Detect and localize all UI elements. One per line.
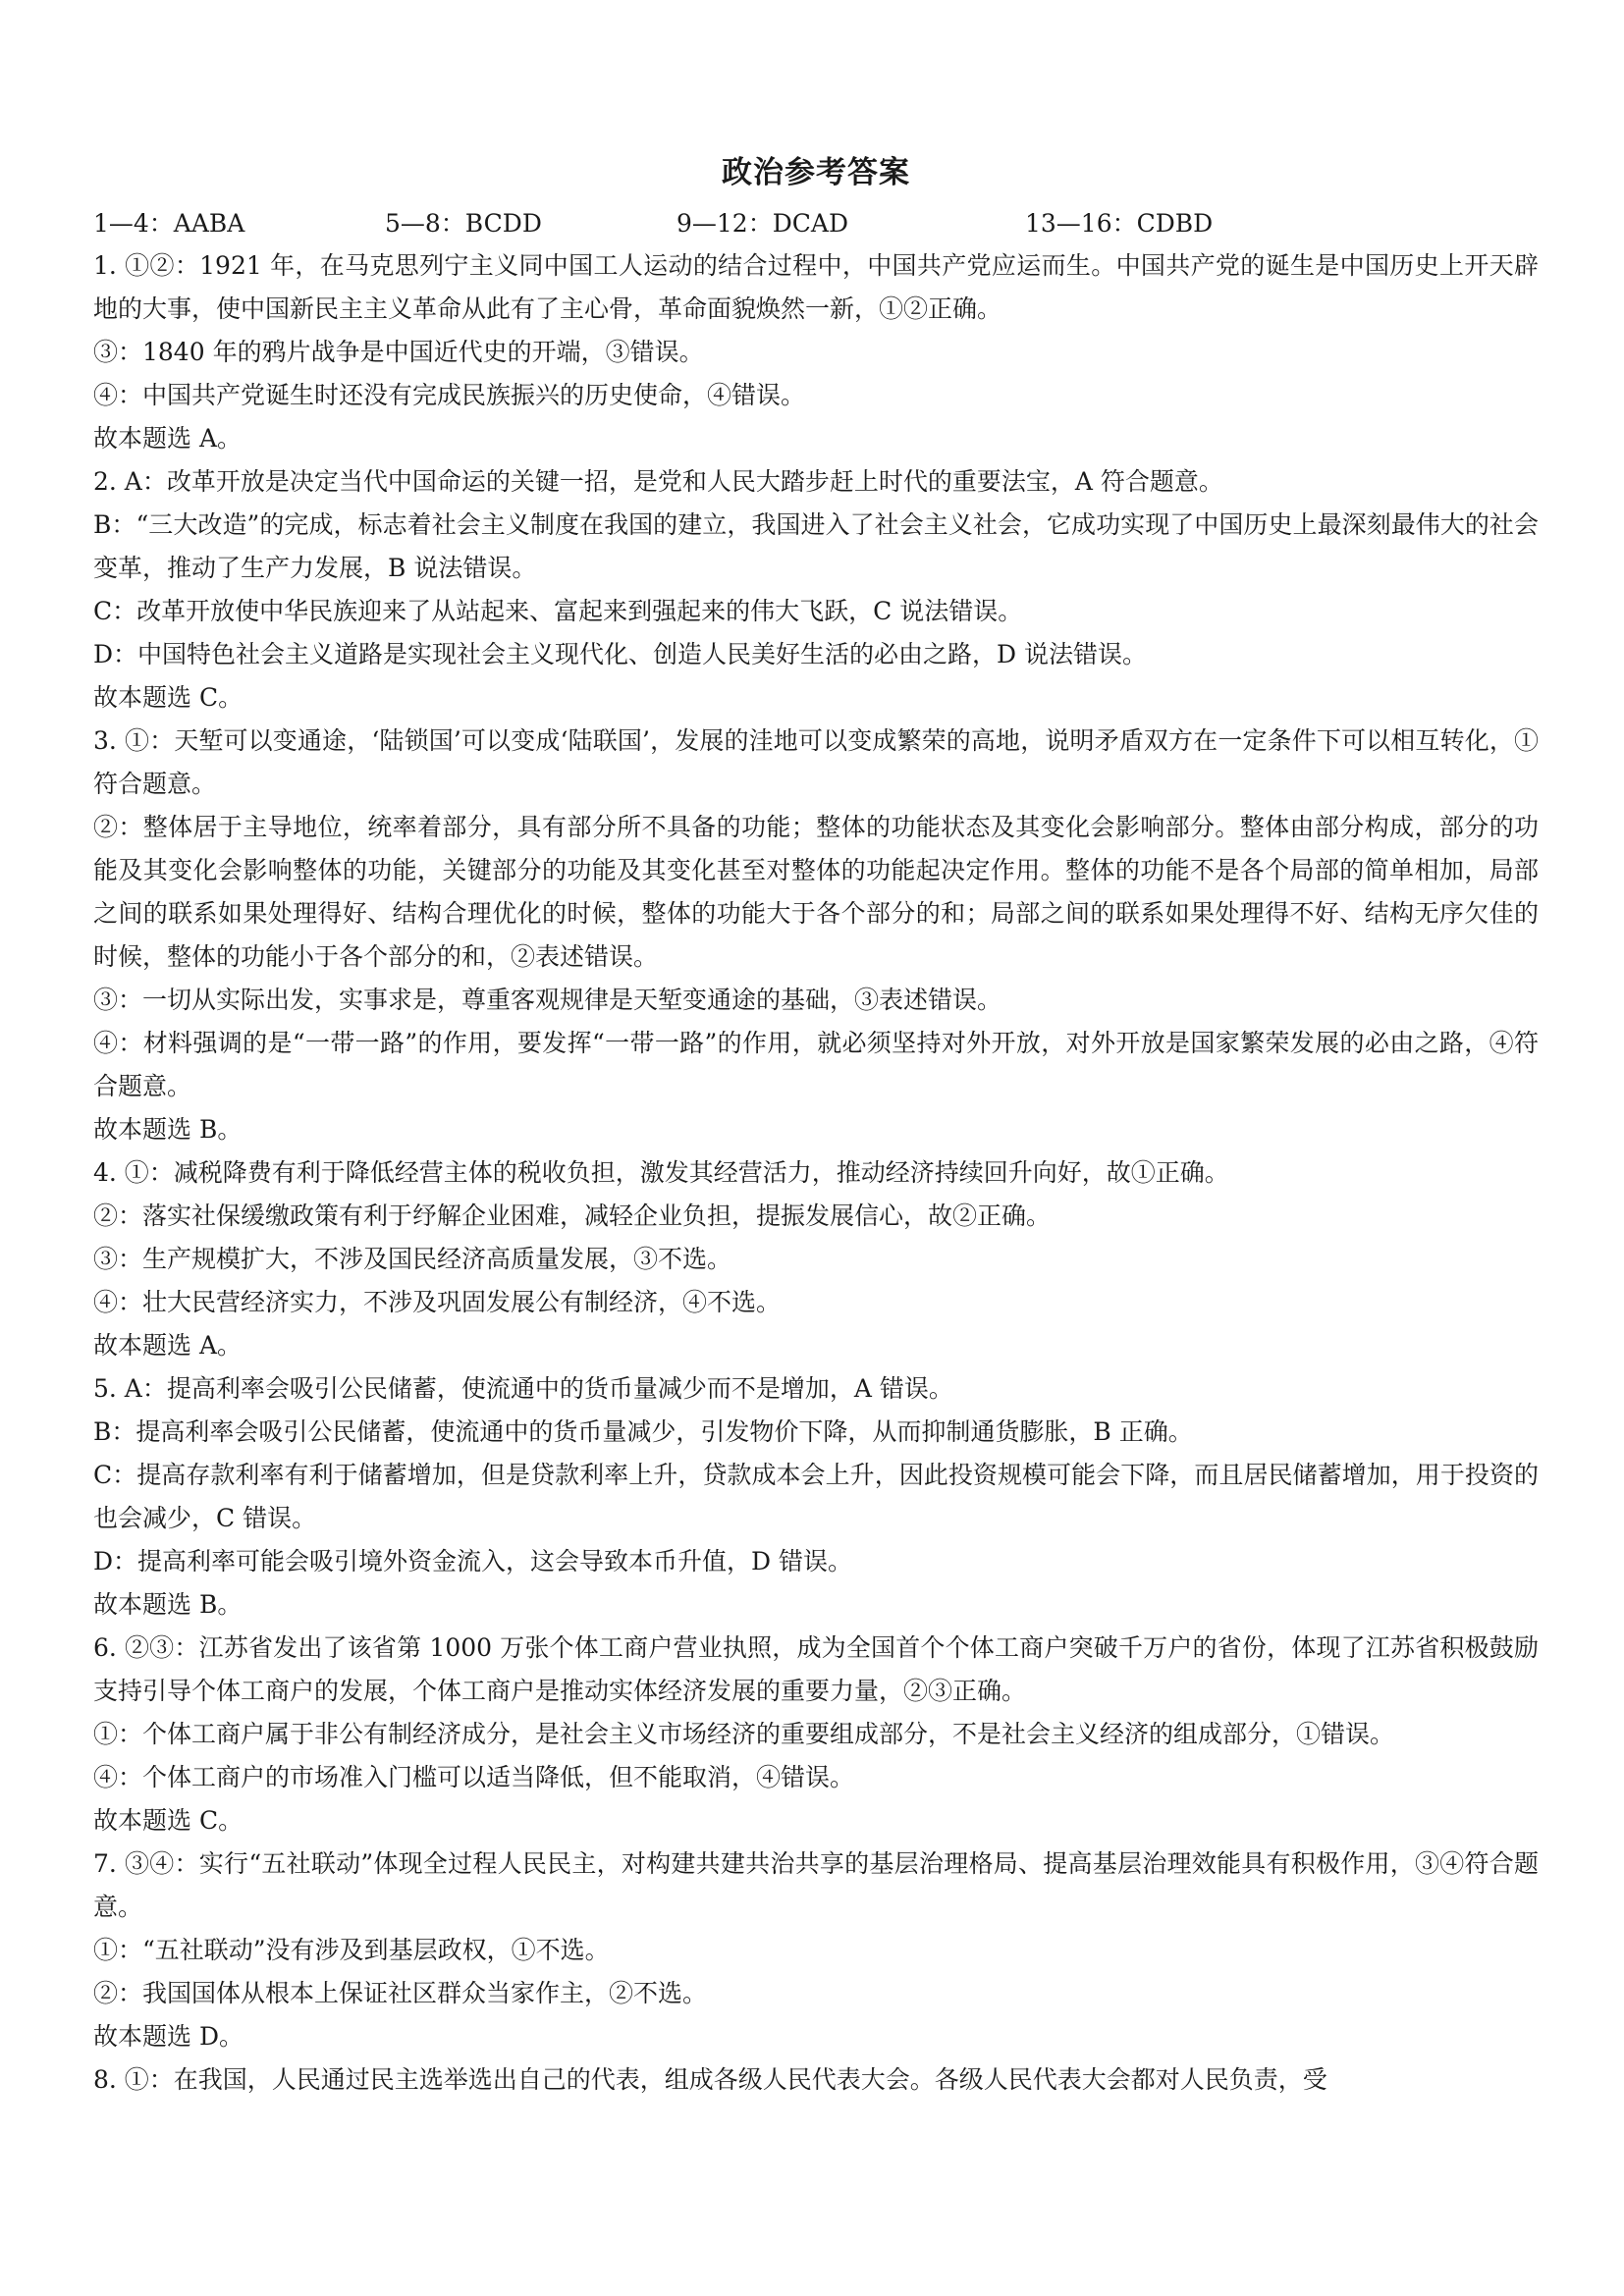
explanation-q5-conclusion: 故本题选 B。 <box>93 1590 243 1619</box>
explanation-q2-option-c: C：改革开放使中华民族迎来了从站起来、富起来到强起来的伟大飞跃，C 说法错误。 <box>93 597 1023 625</box>
explanation-q7-main: 7. ③④：实行“五社联动”体现全过程人民民主，对构建共建共治共享的基层治理格局、提高基层治理效能具有积极作用，③④符合题意。 <box>93 1849 1539 1921</box>
explanation-q5-option-a: 5. A：提高利率会吸引公民储蓄，使流通中的货币量减少而不是增加，A 错误。 <box>93 1374 953 1403</box>
answer-key-group-4: 13—16：CDBD <box>1025 209 1214 238</box>
explanation-q2-option-b: B：“三大改造”的完成，标志着社会主义制度在我国的建立，我国进入了社会主义社会，它成功实现了中国历史上最深刻最伟大的社会变革，推动了生产力发展，B 说法错误。 <box>93 510 1539 582</box>
explanation-q7-conclusion: 故本题选 D。 <box>93 2022 244 2051</box>
explanation-q6-option-1: ①：个体工商户属于非公有制经济成分，是社会主义市场经济的重要组成部分，不是社会主义经济的组成部分，①错误。 <box>93 1720 1395 1748</box>
explanation-q3-option-4: ④：材料强调的是“一带一路”的作用，要发挥“一带一路”的作用，就必须坚持对外开放，对外开放是国家繁荣发展的必由之路，④符合题意。 <box>93 1029 1539 1100</box>
explanation-q4-option-2: ②：落实社保缓缴政策有利于纾解企业困难，减轻企业负担，提振发展信心，故②正确。 <box>93 1201 1052 1230</box>
explanation-q2-option-d: D：中国特色社会主义道路是实现社会主义现代化、创造人民美好生活的必由之路，D 说法错误。 <box>93 640 1148 668</box>
explanation-q5-option-b: B：提高利率会吸引公民储蓄，使流通中的货币量减少，引发物价下降，从而抑制通货膨胀，B 正确。 <box>93 1417 1193 1446</box>
explanation-q5-option-d: D：提高利率可能会吸引境外资金流入，这会导致本币升值，D 错误。 <box>93 1547 853 1575</box>
explanation-q7-option-1: ①：“五社联动”没有涉及到基层政权，①不选。 <box>93 1936 610 1964</box>
explanation-q4-option-3: ③：生产规模扩大，不涉及国民经济高质量发展，③不选。 <box>93 1245 732 1273</box>
answer-key-group-1: 1—4：AABA <box>93 209 245 238</box>
explanation-q2-conclusion: 故本题选 C。 <box>93 683 244 712</box>
answer-document <box>93 147 1539 2102</box>
answer-key-group-3: 9—12：DCAD <box>677 209 848 238</box>
explanation-q4-option-1: 4. ①：减税降费有利于降低经营主体的税收负担，激发其经营活力，推动经济持续回升向好，故①正确。 <box>93 1158 1229 1187</box>
answer-key-group-2: 5—8：BCDD <box>385 209 542 238</box>
explanation-q1-conclusion: 故本题选 A。 <box>93 424 243 453</box>
explanation-q1-option-3: ③：1840 年的鸦片战争是中国近代史的开端，③错误。 <box>93 338 704 366</box>
explanation-q3-option-2: ②：整体居于主导地位，统率着部分，具有部分所不具备的功能；整体的功能状态及其变化会影响部分。整体由部分构成，部分的功能及其变化会影响整体的功能，关键部分的功能及其变化甚至对整体的功能起决定作用。整体的功能不是各个局部的简单相加，局部之间的联系如果处理得好、结构合理优化的时候，整体的功能大于各个部分的和；局部之间的联系如果处理得不好、结构无序欠佳的时候，整体的功能小于各个部分的和，②表述错误。 <box>93 813 1539 971</box>
explanation-q3-conclusion: 故本题选 B。 <box>93 1115 243 1144</box>
explanation-q5-option-c: C：提高存款利率有利于储蓄增加，但是贷款利率上升，贷款成本会上升，因此投资规模可能会下降，而且居民储蓄增加，用于投资的也会减少，C 错误。 <box>93 1461 1539 1532</box>
explanation-q6-main: 6. ②③：江苏省发出了该省第 1000 万张个体工商户营业执照，成为全国首个个体工商户突破千万户的省份，体现了江苏省积极鼓励支持引导个体工商户的发展，个体工商户是推动实体经济发展的重要力量，②③正确。 <box>93 1633 1539 1705</box>
explanation-q7-option-2: ②：我国国体从根本上保证社区群众当家作主，②不选。 <box>93 1979 708 2007</box>
explanation-q1-main: 1. ①②：1921 年，在马克思列宁主义同中国工人运动的结合过程中，中国共产党应运而生。中国共产党的诞生是中国历史上开天辟地的大事，使中国新民主主义革命从此有了主心骨，革命面貌焕然一新，①②正确。 <box>93 251 1539 323</box>
explanation-q3-option-1: 3. ①：天堑可以变通途，‘陆锁国’可以变成‘陆联国’，发展的洼地可以变成繁荣的高地，说明矛盾双方在一定条件下可以相互转化，①符合题意。 <box>93 726 1539 798</box>
answer-key-row <box>93 205 1539 242</box>
page-title: 政治参考答案 <box>722 155 910 190</box>
explanation-q2-option-a: 2. A：改革开放是决定当代中国命运的关键一招，是党和人民大踏步赶上时代的重要法宝，A 符合题意。 <box>93 467 1223 496</box>
explanation-q4-conclusion: 故本题选 A。 <box>93 1331 243 1360</box>
explanation-q4-option-4: ④：壮大民营经济实力，不涉及巩固发展公有制经济，④不选。 <box>93 1288 782 1316</box>
explanation-q1-option-4: ④：中国共产党诞生时还没有完成民族振兴的历史使命，④错误。 <box>93 381 806 409</box>
explanation-q8-main: 8. ①：在我国，人民通过民主选举选出自己的代表，组成各级人民代表大会。各级人民代表大会都对人民负责，受 <box>93 2065 1327 2094</box>
explanation-q6-option-4: ④：个体工商户的市场准入门槛可以适当降低，但不能取消，④错误。 <box>93 1763 855 1791</box>
explanation-q3-option-3: ③：一切从实际出发，实事求是，尊重客观规律是天堑变通途的基础，③表述错误。 <box>93 986 1002 1014</box>
explanation-q6-conclusion: 故本题选 C。 <box>93 1806 244 1835</box>
